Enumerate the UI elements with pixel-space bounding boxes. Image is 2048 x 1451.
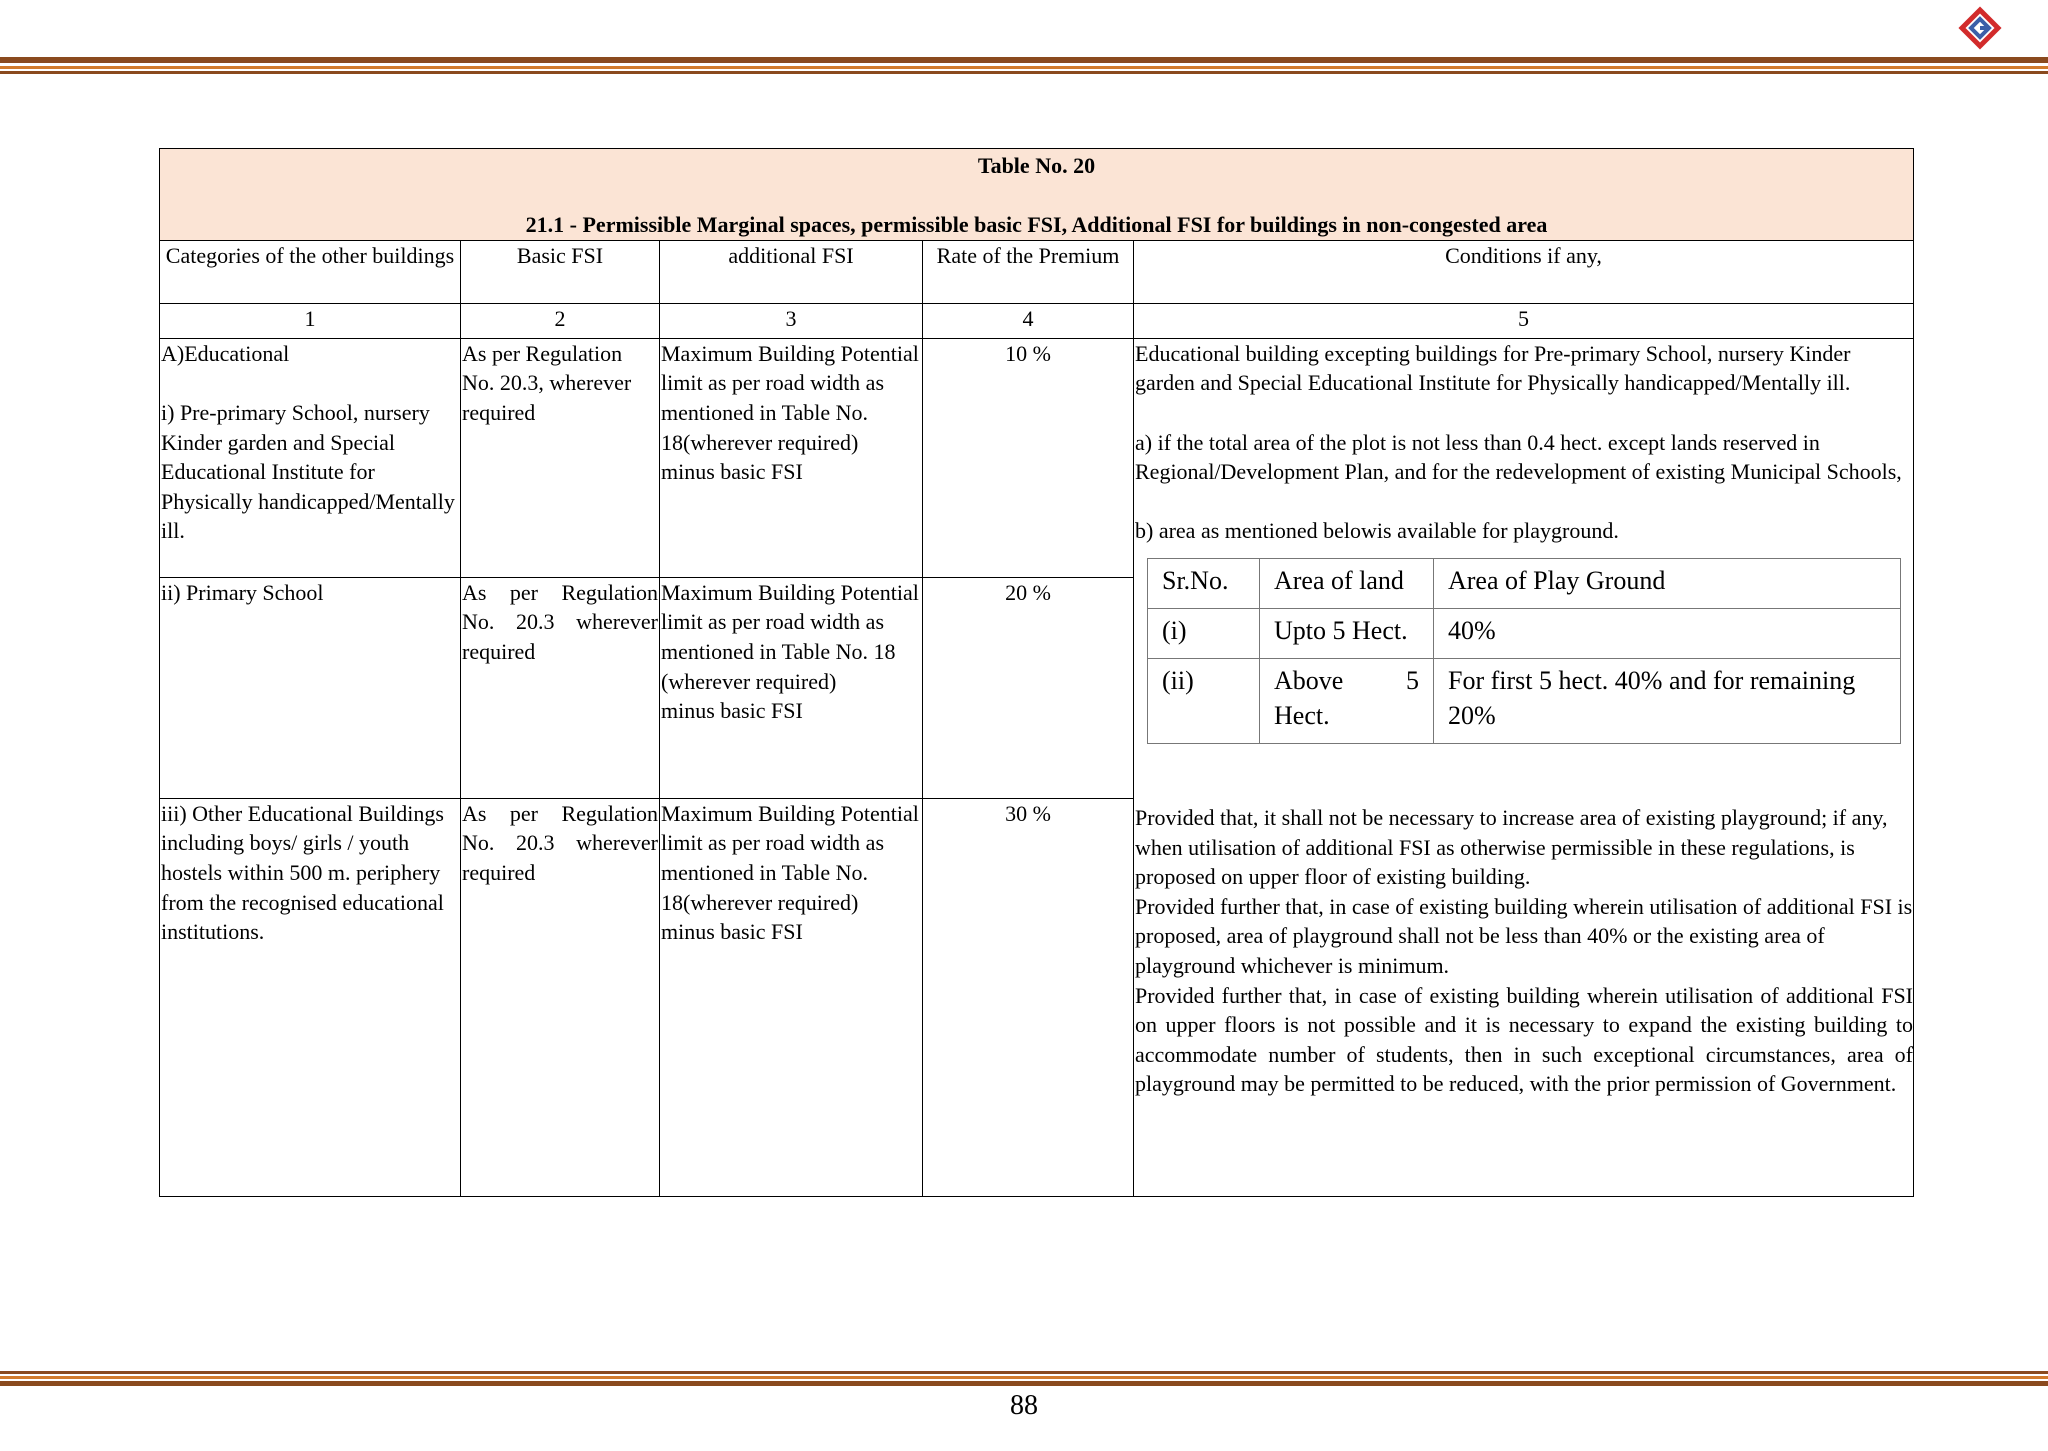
playground-header-area-land: Area of land <box>1260 558 1434 608</box>
premium-cell: 30 % <box>923 798 1134 1196</box>
table-row <box>160 338 1914 577</box>
table-title <box>160 149 1914 241</box>
playground-table <box>1147 558 1901 744</box>
footer-rule-orange <box>0 1376 2048 1379</box>
column-header-conditions: Conditions if any, <box>1134 240 1914 303</box>
column-number: 1 <box>160 303 461 338</box>
basic-fsi-cell: As per Regulation No. 20.3, wherever required <box>461 338 660 577</box>
playground-header-area-playground: Area of Play Ground <box>1434 558 1901 608</box>
column-number: 5 <box>1134 303 1914 338</box>
proviso-3: Provided further that, in case of existing building wherein utilisation of additional FSI on upper floors is not possible and it is necessary to expand the existing building to accommodate number of students, then in such exceptional circumstances, area of playground may be permitted to be reduced, with the prior permission of Government. <box>1135 982 1914 1097</box>
column-header-additional-fsi: additional FSI <box>660 240 923 303</box>
column-header-premium: Rate of the Premium <box>923 240 1134 303</box>
footer-rule-dark <box>0 1371 2048 1374</box>
table-caption: 21.1 - Permissible Marginal spaces, permissible basic FSI, Additional FSI for buildings in non-congested area <box>525 212 1548 238</box>
header-rule-orange <box>0 66 2048 69</box>
header-rule-dark <box>0 57 2048 63</box>
header-rule-dark-thin <box>0 71 2048 74</box>
column-number: 4 <box>923 303 1134 338</box>
proviso-2: Provided further that, in case of existing building wherein utilisation of additional FSI is proposed, area of playground shall not be less than 40% or the existing area of playground whichever is minimum. <box>1135 893 1913 978</box>
proviso-1: Provided that, it shall not be necessary to increase area of existing playground; if any, when utilisation of additional FSI as otherwise permissible in these regulations, is proposed on upper floor of existing building. <box>1135 804 1888 890</box>
category-cell: ii) Primary School <box>160 577 461 798</box>
column-number: 2 <box>461 303 660 338</box>
table-row: (i) Upto 5 Hect. 40% <box>1148 608 1901 658</box>
category-cell <box>160 338 461 577</box>
playground-header-srno: Sr.No. <box>1148 558 1260 608</box>
table-row <box>1148 558 1901 608</box>
conditions-cell <box>1134 338 1914 1196</box>
premium-cell: 10 % <box>923 338 1134 577</box>
column-header-basic-fsi: Basic FSI <box>461 240 660 303</box>
table-number: Table No. 20 <box>977 153 1096 178</box>
additional-fsi-cell: Maximum Building Potential limit as per road width as mentioned in Table No. 18 (wherever required) minus basic FSI <box>660 577 923 798</box>
condition-a: a) if the total area of the plot is not less than 0.4 hect. except lands reserved in Regional/Development Plan, and for the redevelopment of existing Municipal Schools, <box>1135 429 1902 485</box>
basic-fsi-cell: As per Regulation No. 20.3 wherever required <box>461 577 660 798</box>
basic-fsi-cell: As per Regulation No. 20.3 wherever required <box>461 798 660 1196</box>
column-number: 3 <box>660 303 923 338</box>
additional-fsi-cell: Maximum Building Potential limit as per road width as mentioned in Table No. 18(wherever required) minus basic FSI <box>660 338 923 577</box>
organisation-emblem-icon <box>1958 6 2002 58</box>
premium-cell: 20 % <box>923 577 1134 798</box>
footer-rule-dark-thick <box>0 1381 2048 1386</box>
column-header-categories: Categories of the other buildings <box>160 240 461 303</box>
table-row: (ii) Above 5 Hect. For first 5 hect. 40% and for remaining 20% <box>1148 658 1901 743</box>
condition-b: b) area as mentioned belowis available for playground. <box>1135 518 1619 544</box>
additional-fsi-cell: Maximum Building Potential limit as per road width as mentioned in Table No. 18(wherever required) minus basic FSI <box>660 798 923 1196</box>
fsi-table <box>159 148 1914 1197</box>
page-number: 88 <box>1010 1390 1038 1421</box>
conditions-intro: Educational building excepting buildings for Pre-primary School, nursery Kinder garden and Special Educational Institute for Physically handicapped/Mentally ill. <box>1135 340 1851 396</box>
category-heading: A)Educational <box>161 340 290 366</box>
category-text: i) Pre-primary School, nursery Kinder garden and Special Educational Institute for Physically handicapped/Mentally ill. <box>161 399 455 544</box>
category-cell: iii) Other Educational Buildings including boys/ girls / youth hostels within 500 m. periphery from the recognised educational institutions. <box>160 798 461 1196</box>
